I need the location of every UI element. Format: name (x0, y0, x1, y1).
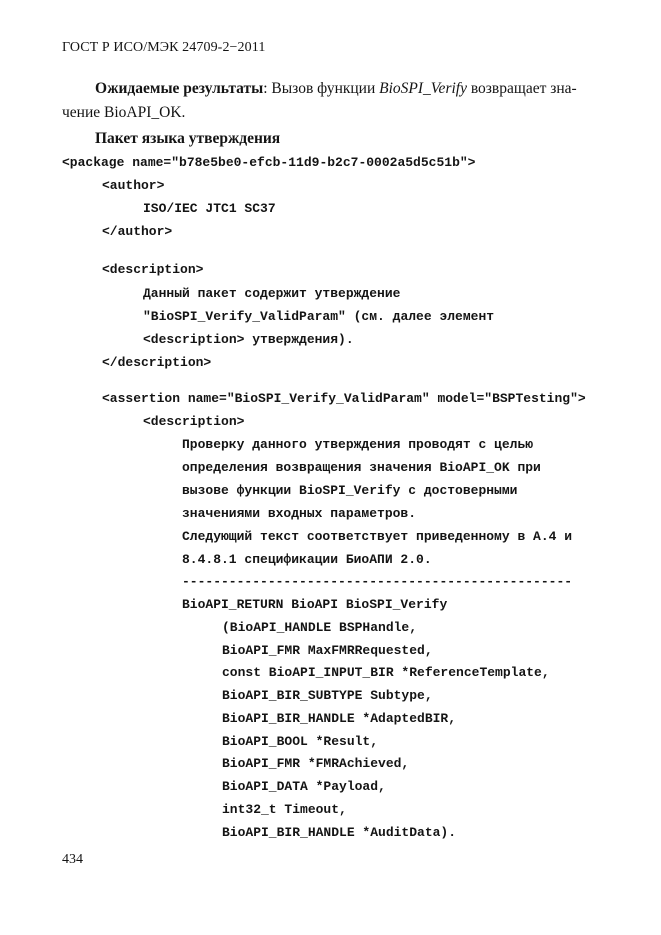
expected-results-line2: чение BioAPI_OK. (62, 104, 186, 121)
page-header: ГОСТ Р ИСО/МЭК 24709-2−2011 (62, 40, 266, 55)
expected-results-rest: возвращает зна- (466, 80, 577, 97)
code-line: <description> утверждения). (143, 332, 354, 347)
code-line: <author> (102, 178, 165, 193)
expected-results-paragraph (62, 77, 598, 125)
code-line: BioAPI_BIR_SUBTYPE Subtype, (222, 688, 433, 703)
code-line: BioAPI_FMR *FMRAchieved, (222, 756, 410, 771)
code-line: <package name="b78e5be0-efcb-11d9-b2c7-0002a5d5c51b"> (62, 155, 476, 170)
code-line: Проверку данного утверждения проводят с целью (182, 437, 534, 452)
code-line: BioAPI_DATA *Payload, (222, 779, 386, 794)
section-title: Пакет языка утверждения (95, 130, 281, 147)
code-line: ISO/IEC JTC1 SC37 (143, 201, 276, 216)
code-line: BioAPI_BIR_HANDLE *AdaptedBIR, (222, 711, 457, 726)
code-line: определения возвращения значения BioAPI_OK при (182, 460, 541, 475)
code-line: 8.4.8.1 спецификации БиоАПИ 2.0. (182, 552, 432, 567)
code-line: BioAPI_RETURN BioAPI BioSPI_Verify (182, 597, 448, 612)
code-line: вызове функции BioSPI_Verify с достоверными (182, 483, 518, 498)
code-line: <assertion name="BioSPI_Verify_ValidParam" model="BSPTesting"> (102, 391, 586, 406)
code-line: </author> (102, 224, 173, 239)
code-line: "BioSPI_Verify_ValidParam" (см. далее элемент (143, 309, 495, 324)
code-line: BioAPI_BIR_HANDLE *AuditData). (222, 825, 457, 840)
expected-results-label: Ожидаемые результаты (95, 80, 264, 97)
code-line: Следующий текст соответствует приведенному в А.4 и (182, 529, 573, 544)
code-line: BioAPI_BOOL *Result, (222, 734, 379, 749)
code-line: const BioAPI_INPUT_BIR *ReferenceTemplate, (222, 665, 550, 680)
code-line: int32_t Timeout, (222, 802, 347, 817)
code-line: (BioAPI_HANDLE BSPHandle, (222, 620, 418, 635)
code-line: <description> (102, 262, 204, 277)
expected-results-sep: : Вызов функции (263, 80, 380, 97)
function-name: BioSPI_Verify (379, 80, 467, 97)
page-number: 434 (62, 852, 83, 867)
code-separator-line: -------------------------------------------------- (182, 574, 573, 589)
code-line: значениями входных параметров. (182, 506, 417, 521)
code-line: </description> (102, 355, 212, 370)
code-line: <description> (143, 414, 245, 429)
code-line: Данный пакет содержит утверждение (143, 286, 401, 301)
code-line: BioAPI_FMR MaxFMRRequested, (222, 643, 433, 658)
